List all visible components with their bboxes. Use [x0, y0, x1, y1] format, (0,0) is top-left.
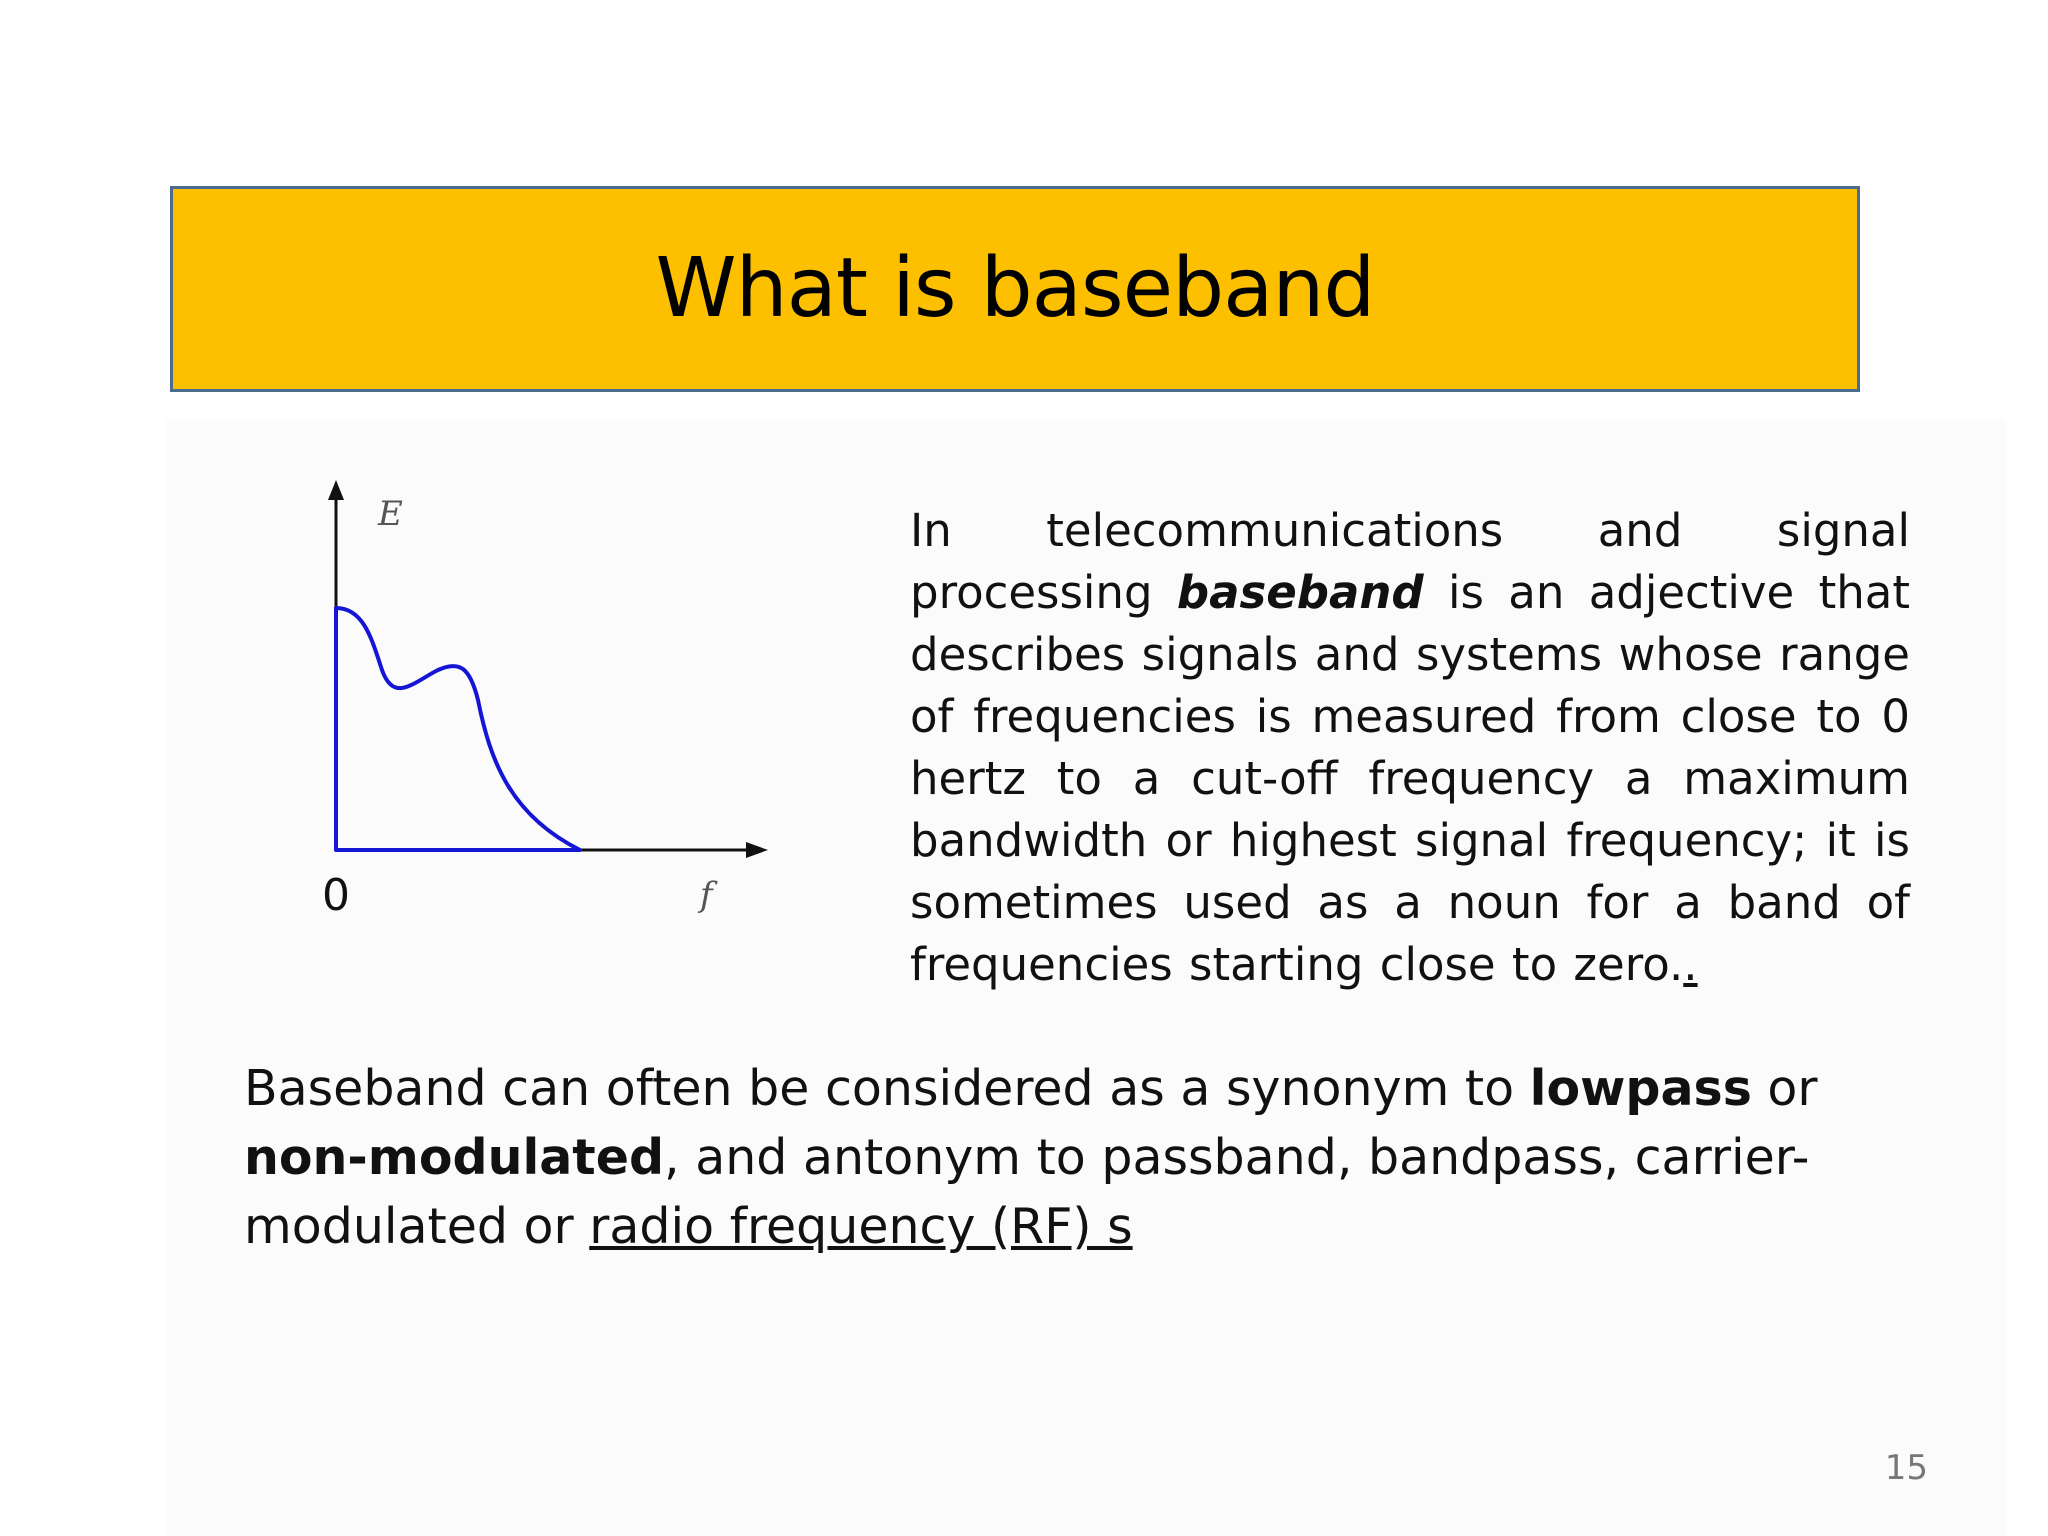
radio-frequency-link[interactable]: radio frequency (RF) s — [589, 1198, 1133, 1255]
y-axis-arrowhead — [328, 480, 344, 500]
x-axis-arrowhead — [746, 842, 768, 858]
slide-number: 15 — [1884, 1448, 1928, 1488]
x-axis-label: f — [700, 875, 713, 915]
slide-title: What is baseband — [655, 241, 1375, 336]
synonym-text-3: , and antonym to passband, bandpass, carrier-modulated or — [244, 1129, 1810, 1255]
spectrum-plot — [300, 470, 770, 940]
definition-trailing-mark: . — [1683, 938, 1698, 991]
origin-label: 0 — [322, 870, 350, 921]
y-axis-label: E — [378, 494, 403, 534]
baseband-spectrum-figure — [300, 470, 770, 940]
baseband-definition — [910, 500, 1910, 996]
term-non-modulated: non-modulated — [244, 1129, 665, 1186]
synonym-paragraph — [244, 1054, 1884, 1261]
title-banner — [170, 186, 1860, 392]
term-lowpass: lowpass — [1529, 1060, 1752, 1117]
synonym-text-2: or — [1751, 1060, 1818, 1117]
spectrum-curve — [336, 608, 580, 850]
synonym-text-1: Baseband can often be considered as a synonym to — [244, 1060, 1530, 1117]
definition-text-start: In telecommunications and signal processing — [910, 504, 1910, 619]
definition-term: baseband — [1176, 566, 1424, 619]
definition-text-end: is an adjective that describes signals and systems whose range of frequencies is measured from close to 0 hertz to a cut-off frequency a maximum bandwidth or highest signal frequency; it is sometimes used as a noun for a band of frequencies starting close to zero. — [910, 566, 1910, 991]
